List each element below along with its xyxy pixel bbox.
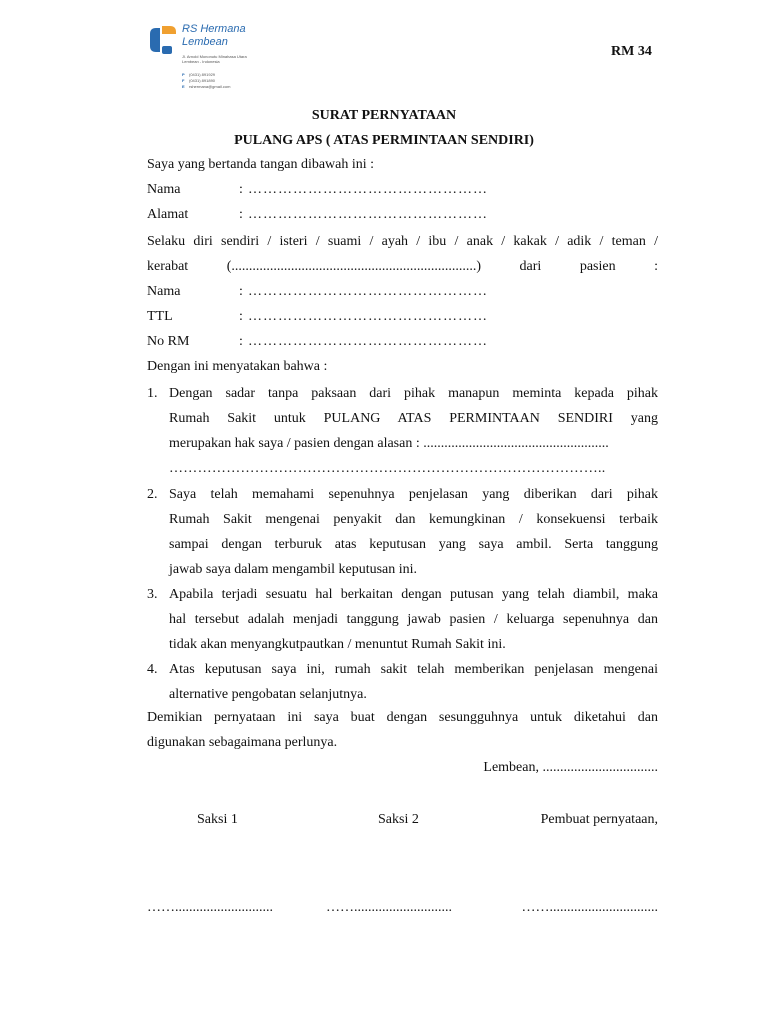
statement-item-3 — [147, 582, 658, 657]
statement-item-1 — [147, 381, 658, 481]
document-subtitle: PULANG APS ( ATAS PERMINTAAN SENDIRI) — [234, 133, 534, 148]
hospital-name-line2: Lembean — [182, 36, 228, 48]
item-number: 1. — [147, 386, 158, 401]
item-line: Atas keputusan saya ini, rumah sakit telah memberikan penjelasan mengenai — [169, 662, 658, 677]
address-line: Jl. Arnold Mononutu Minahasa Utara — [182, 54, 247, 59]
item-line: tidak akan menyangkutpautkan / menuntut Rumah Sakit ini. — [169, 637, 506, 652]
field-label: TTL — [147, 309, 173, 324]
statement-item-2 — [147, 482, 658, 582]
item-line: sampai dengan terburuk atas keputusan yang saya ambil. Serta tanggung — [169, 537, 658, 552]
witness2-signature-line: ……............................ — [326, 900, 452, 915]
field-blank: ………………………………………… — [248, 284, 488, 299]
item-line: Rumah Sakit untuk PULANG ATAS PERMINTAAN SENDIRI yang — [169, 411, 658, 426]
field-patient-ttl — [147, 309, 658, 329]
contact-phone: P (0431) 891929 — [182, 72, 216, 77]
hospital-name-line1: RS Hermana — [182, 23, 246, 35]
form-code: RM 34 — [611, 44, 652, 59]
witness1-label: Saksi 1 — [197, 812, 238, 827]
item-line: Saya telah memahami sepenuhnya penjelasan yang diberikan dari pihak — [169, 487, 658, 502]
item-line: alternative pengobatan selanjutnya. — [169, 687, 367, 702]
relation-line: kerabat (......................................................................) dari pasien : — [147, 259, 658, 274]
field-separator: : — [239, 309, 243, 324]
closing-line: digunakan sebagaimana perlunya. — [147, 735, 338, 750]
contact-fax: F (0431) 891890 — [182, 78, 216, 83]
item-line: jawab saya dalam mengambil keputusan ini. — [169, 562, 418, 577]
item-line: Rumah Sakit mengenai penyakit dan kemungkinan / konsekuensi terbaik — [169, 512, 658, 527]
item-number: 3. — [147, 587, 158, 602]
declarant-label: Pembuat pernyataan, — [540, 812, 658, 827]
item-number: 4. — [147, 662, 158, 677]
field-nama — [147, 182, 658, 202]
item-line: Apabila terjadi sesuatu hal berkaitan dengan putusan yang telah diambil, maka — [169, 587, 658, 602]
field-blank: ………………………………………… — [248, 309, 488, 324]
hospital-address — [182, 54, 282, 64]
field-blank: ………………………………………… — [248, 334, 488, 349]
field-patient-nama — [147, 284, 658, 304]
field-blank: ………………………………………… — [248, 182, 488, 197]
hospital-cross-icon — [146, 24, 180, 56]
field-separator: : — [239, 284, 243, 299]
item-line: hal tersebut adalah menjadi tanggung jawab pasien / keluarga sepenuhnya dan — [169, 612, 658, 627]
witness2-label: Saksi 2 — [378, 812, 419, 827]
item-line: merupakan hak saya / pasien dengan alasan : ..................................................... — [169, 436, 609, 451]
hospital-logo — [146, 22, 286, 106]
statement-item-4 — [147, 657, 658, 707]
statement-intro: Dengan ini menyatakan bahwa : — [147, 359, 328, 374]
field-separator: : — [239, 207, 243, 222]
address-line: Lembean - Indonesia — [182, 59, 220, 64]
contact-email: E rshermana@gmail.com — [182, 84, 231, 89]
field-separator: : — [239, 182, 243, 197]
field-alamat — [147, 207, 658, 227]
field-label: Alamat — [147, 207, 189, 222]
closing-line: Demikian pernyataan ini saya buat dengan sesungguhnya untuk diketahui dan — [147, 710, 658, 725]
place-date: Lembean, ................................. — [483, 760, 658, 775]
item-number: 2. — [147, 487, 158, 502]
field-blank: ………………………………………… — [248, 207, 488, 222]
field-label: No RM — [147, 334, 190, 349]
intro-text: Saya yang bertanda tangan dibawah ini : — [147, 157, 375, 172]
witness1-signature-line: ……............................ — [147, 900, 273, 915]
item-line: ……………………………………………………………………………….. — [169, 461, 606, 476]
field-separator: : — [239, 334, 243, 349]
declarant-signature-line: ……............................... — [521, 900, 658, 915]
field-label: Nama — [147, 284, 181, 299]
document-title: SURAT PERNYATAAN — [311, 108, 457, 123]
field-label: Nama — [147, 182, 181, 197]
relation-line: Selaku diri sendiri / isteri / suami / ayah / ibu / anak / kakak / adik / teman / — [147, 234, 658, 249]
hospital-contacts — [182, 72, 282, 90]
field-patient-norm — [147, 334, 658, 354]
item-line: Dengan sadar tanpa paksaan dari pihak manapun meminta kepada pihak — [169, 386, 658, 401]
